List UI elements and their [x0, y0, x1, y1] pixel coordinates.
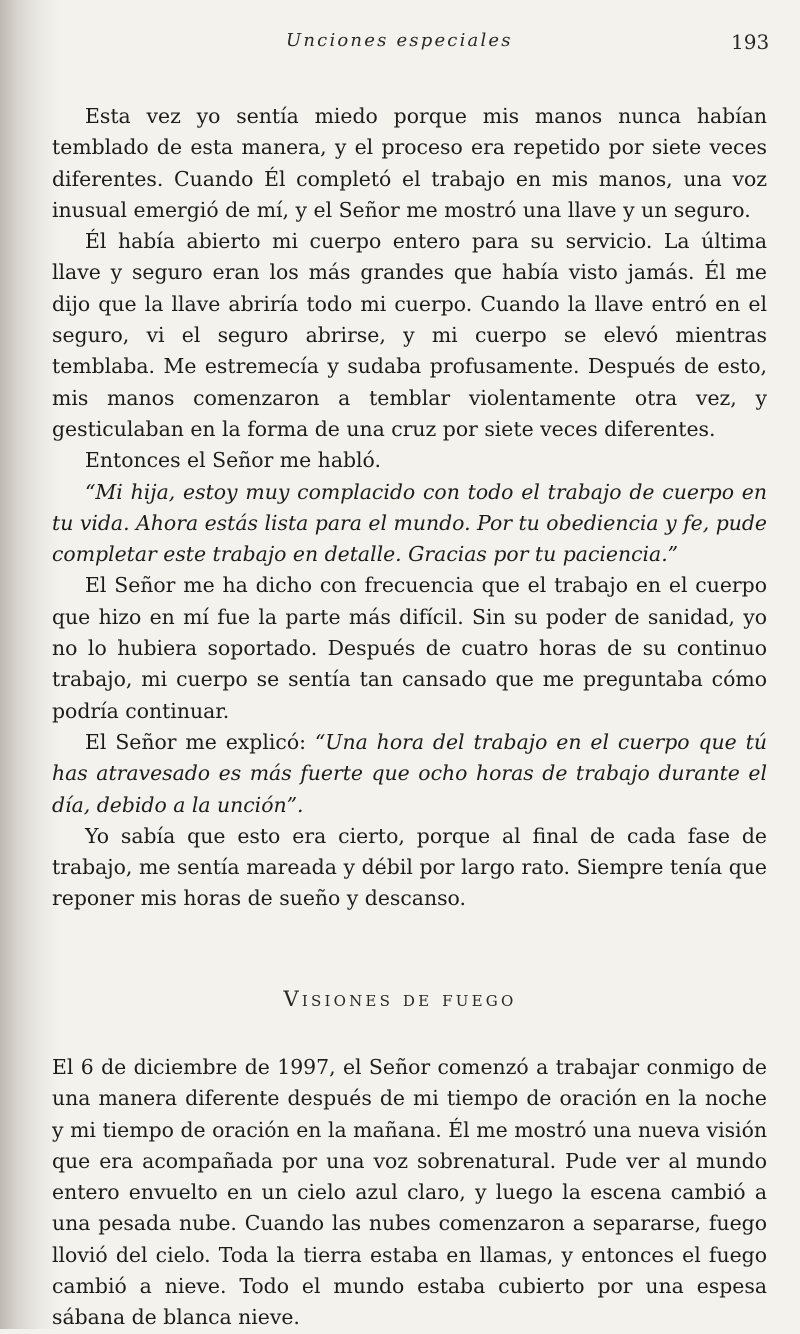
mixed-paragraph: [52, 727, 767, 821]
paragraph: Entonces el Señor me habló.: [85, 448, 381, 473]
paragraph: El Señor me ha dicho con frecuencia que el trabajo en el cuerpo que hizo en mí fue la parte más difícil. Sin su poder de sanidad, yo no lo hubiera soportado. Después de cuatro horas de su continuo trabajo, mi cuerpo se sentía tan cansado que me preguntaba cómo podría continuar.: [52, 573, 767, 723]
paragraph: Él había abierto mi cuerpo entero para su servicio. La última llave y seguro eran los más grandes que había visto jamás. Él me dijo que la llave abriría todo mi cuerpo. Cuando la llave entró en el seguro, vi el seguro abrirse, y mi cuerpo se elevó mientras temblaba. Me estremecía y sudaba profusamente. Después de esto, mis manos comenzaron a temblar violentamente otra vez, y gesticulaban en la forma de una cruz por siete veces diferentes.: [52, 229, 767, 441]
paragraph: Yo sabía que esto era cierto, porque al final de cada fase de trabajo, me sentía mareada y débil por largo rato. Siempre tenía que reponer mis horas de sueño y descanso.: [52, 823, 767, 911]
page-header: [0, 30, 800, 64]
page-gutter-shadow: [0, 0, 60, 1329]
section-body-text: [52, 1052, 767, 1334]
running-head: Unciones especiales: [286, 30, 513, 51]
section-heading: Visiones de fuego: [283, 987, 517, 1011]
paragraph: Esta vez yo sentía miedo porque mis manos nunca habían temblado de esta manera, y el proceso era repetido por siete veces diferentes. Cuando Él completó el trabajo en mis manos, una voz inusual emergió de mí, y el Señor me mostró una llave y un seguro.: [52, 104, 767, 222]
paragraph-quote: “Una hora del trabajo en el cuerpo que tú has atravesado es más fuerte que ocho horas de trabajo durante el día, debido a la unción”.: [52, 729, 767, 817]
paragraph-lead: El Señor me explicó:: [85, 729, 315, 754]
section-paragraph: El 6 de diciembre de 1997, el Señor comenzó a trabajar conmigo de una manera diferente después de mi tiempo de oración en la noche y mi tiempo de oración en la mañana. Él me mostró una nueva visión que era acompañada por una voz sobrenatural. Pude ver al mundo entero envuelto en un cielo azul claro, y luego la escena cambió a una pesada nube. Cuando las nubes comenzaron a separarse, fuego llovió del cielo. Toda la tierra estaba en llamas, y entonces el fuego cambió a nieve. Todo el mundo estaba cubierto por una espesa sábana de blanca nieve.: [52, 1055, 767, 1330]
quote-paragraph: “Mi hija, estoy muy complacido con todo el trabajo de cuerpo en tu vida. Ahora estás lista para el mundo. Por tu obediencia y fe, pude completar este trabajo en detalle. Gracias por tu paciencia.”: [52, 479, 767, 567]
body-text: [52, 101, 767, 915]
page-number: 193: [731, 30, 770, 54]
